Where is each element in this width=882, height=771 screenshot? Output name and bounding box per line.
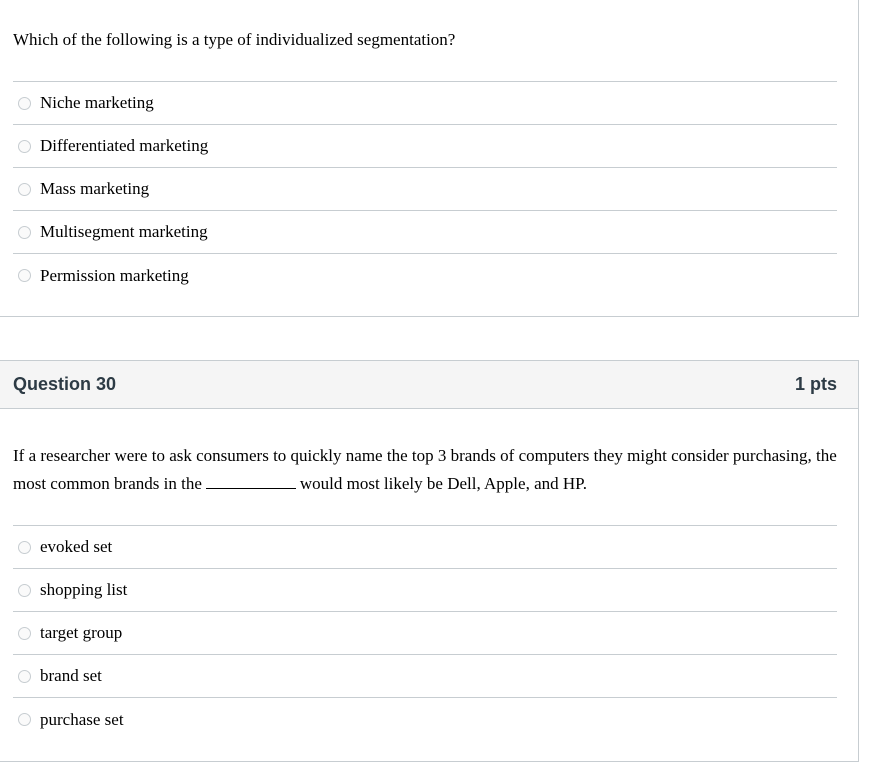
question-29-answers [13,81,837,297]
answer-option[interactable] [13,569,837,612]
question-30-header [0,361,858,409]
answer-label[interactable]: Niche marketing [40,93,154,112]
radio-unselected-icon[interactable] [18,97,31,110]
question-points: 1 pts [794,374,837,394]
fill-in-blank [206,471,296,489]
answer-label[interactable]: purchase set [40,709,124,729]
answer-option[interactable] [13,168,837,211]
radio-unselected-icon[interactable] [18,627,31,640]
answer-label[interactable]: shopping list [40,580,128,599]
answer-label[interactable]: Permission marketing [40,265,189,285]
answer-label[interactable]: evoked set [40,537,113,556]
answer-label[interactable]: Multisegment marketing [40,222,208,241]
radio-unselected-icon[interactable] [18,140,31,153]
question-text-part2: would most likely be Dell, Apple, and HP. [299,474,587,493]
answer-label[interactable]: brand set [40,666,102,685]
question-30-answers [13,525,837,741]
question-text-part1: If a researcher were to ask consumers to quickly name the top 3 brands of computers they might consider purchasing, the most common brands in the [13,446,837,493]
radio-unselected-icon[interactable] [18,670,31,683]
answer-option[interactable] [13,254,837,297]
answer-label[interactable]: Mass marketing [40,179,150,198]
answer-option[interactable] [13,612,837,655]
radio-unselected-icon[interactable] [18,713,31,726]
question-30-text [13,409,837,525]
question-29-body [0,0,858,297]
radio-unselected-icon[interactable] [18,226,31,239]
question-30-card [0,360,859,762]
radio-unselected-icon[interactable] [18,183,31,196]
radio-unselected-icon[interactable] [18,541,31,554]
answer-option[interactable] [13,698,837,741]
answer-option[interactable] [13,526,837,569]
answer-option[interactable] [13,211,837,254]
question-29-card [0,0,859,317]
question-29-text: Which of the following is a type of individualized segmentation? [13,30,456,49]
answer-label[interactable]: Differentiated marketing [40,136,209,155]
radio-unselected-icon[interactable] [18,269,31,282]
radio-unselected-icon[interactable] [18,584,31,597]
answer-option[interactable] [13,125,837,168]
question-title: Question 30 [13,374,117,394]
answer-option[interactable] [13,82,837,125]
answer-label[interactable]: target group [40,623,123,642]
answer-option[interactable] [13,655,837,698]
question-30-body [0,409,858,741]
